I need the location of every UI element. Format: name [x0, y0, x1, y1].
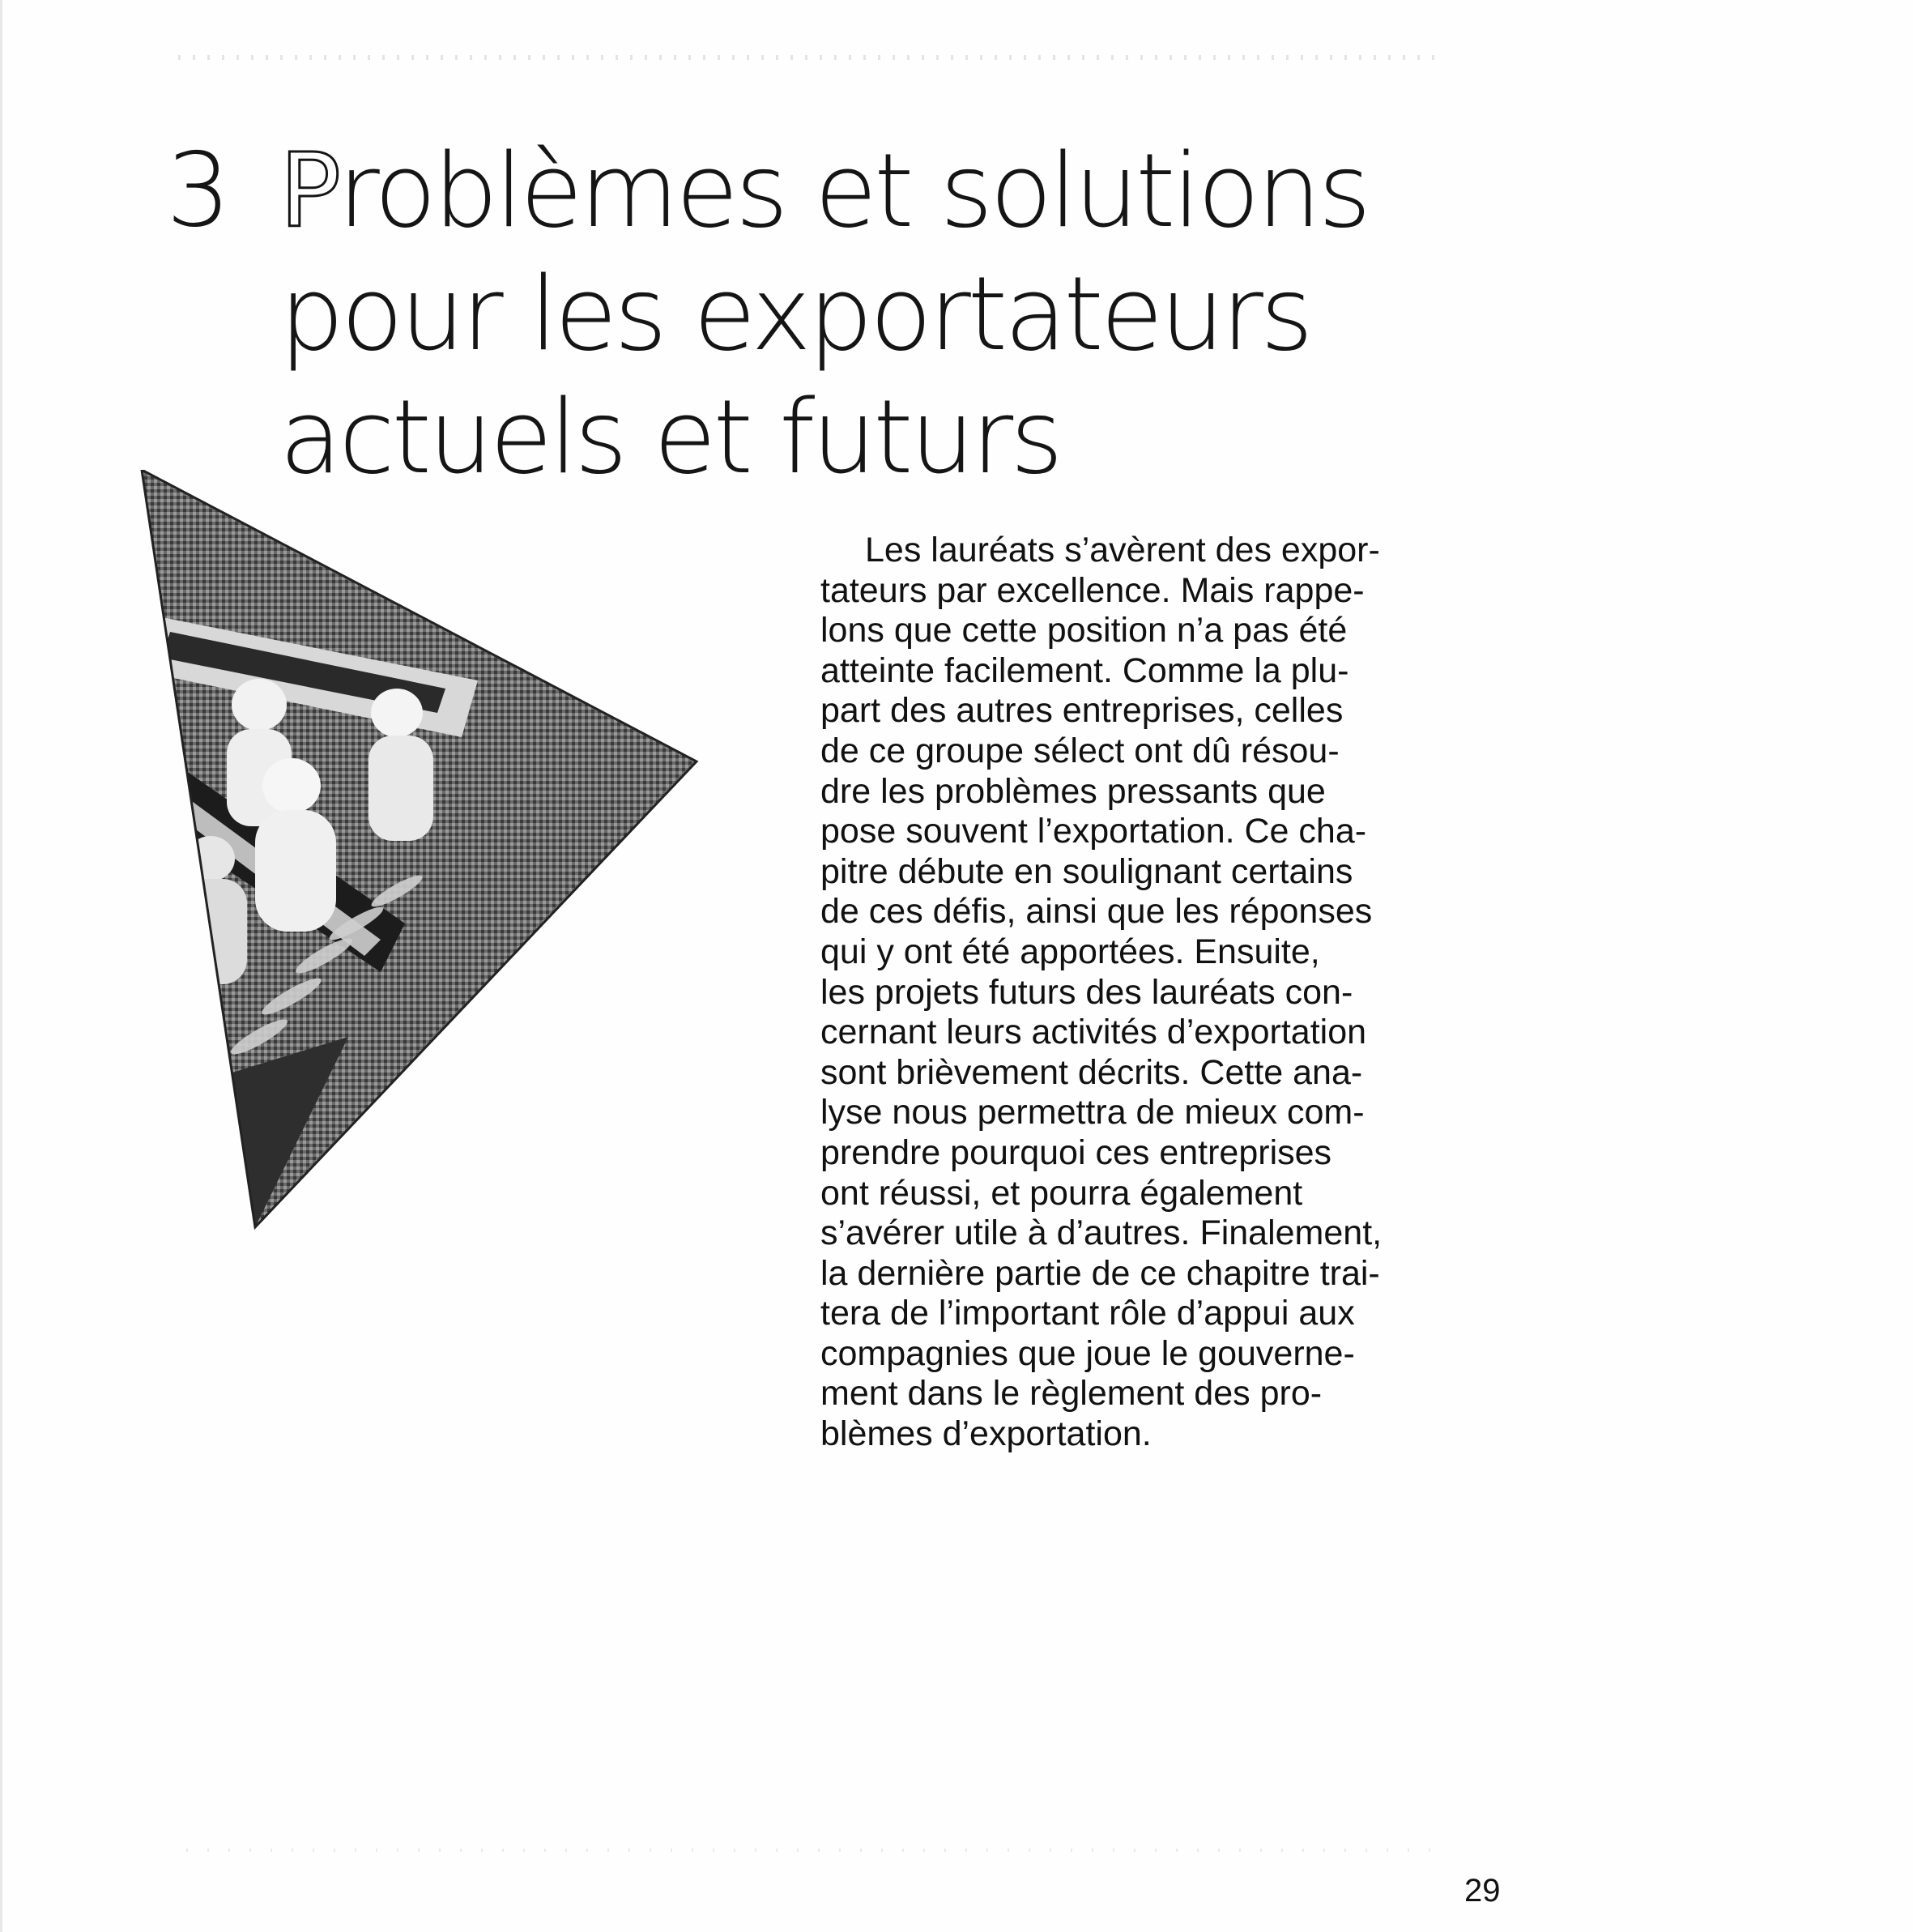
paragraph-line: pitre débute en soulignant certains — [820, 851, 1353, 891]
paragraph-line: tera de l’important rôle d’appui aux — [820, 1294, 1355, 1333]
chapter-title-line-1 — [279, 130, 1413, 253]
chapter-title — [279, 130, 1413, 499]
paragraph-line: prendre pourquoi ces entreprises — [820, 1132, 1332, 1172]
chapter-title-line-1-text: roblèmes et solutions — [337, 131, 1369, 250]
paragraph-line: part des autres entreprises, celles — [820, 691, 1344, 731]
paragraph-line: lons que cette position n’a pas été — [820, 611, 1348, 650]
page-number: 29 — [1464, 1873, 1501, 1909]
paragraph-line: dre les problèmes pressants que — [820, 771, 1326, 811]
factory-workers-photo-triangle — [138, 470, 705, 1231]
paragraph-line: qui y ont été apportées. Ensuite, — [820, 932, 1320, 971]
paragraph-line: s’avérer utile à d’autres. Finalement, — [820, 1213, 1383, 1253]
paragraph-line: lyse nous permettra de mieux com- — [820, 1093, 1365, 1132]
paragraph-line: atteinte facilement. Comme la plu- — [820, 650, 1349, 690]
paragraph-line: de ces défis, ainsi que les réponses — [820, 892, 1373, 932]
paragraph-line: Les lauréats s’avèrent des expor- — [865, 531, 1380, 569]
paragraph-line: sont brièvement décrits. Cette ana- — [820, 1052, 1363, 1092]
paragraph-line: cernant leurs activités d’exportation — [820, 1013, 1367, 1052]
chapter-title-line-3: actuels et futurs — [279, 377, 1060, 497]
paragraph-line: blèmes d’exportation. — [820, 1414, 1152, 1454]
paragraph-line: compagnies que joue le gouverne- — [820, 1333, 1355, 1373]
chapter-number: 3 — [166, 130, 230, 249]
scan-edge-bottom — [186, 1849, 1450, 1852]
paragraph-line: ont réussi, et pourra également — [820, 1173, 1303, 1213]
paragraph-line: ment dans le règlement des pro- — [820, 1374, 1323, 1414]
scan-edge-top — [178, 55, 1442, 60]
scan-edge-left — [0, 0, 2, 1932]
paragraph-line: pose souvent l’exportation. Ce cha- — [820, 812, 1367, 851]
paragraph-line: les projets futurs des lauréats con- — [820, 972, 1353, 1012]
paragraph-line: la dernière partie de ce chapitre trai- — [820, 1253, 1380, 1293]
chapter-title-dropcap: P — [279, 131, 338, 250]
paragraph-line: de ce groupe sélect ont dû résou- — [820, 731, 1340, 770]
intro-paragraph — [820, 531, 1448, 1455]
paragraph-line: tateurs par excellence. Mais rappe- — [820, 570, 1365, 610]
chapter-title-line-2: pour les exportateurs — [279, 254, 1310, 373]
